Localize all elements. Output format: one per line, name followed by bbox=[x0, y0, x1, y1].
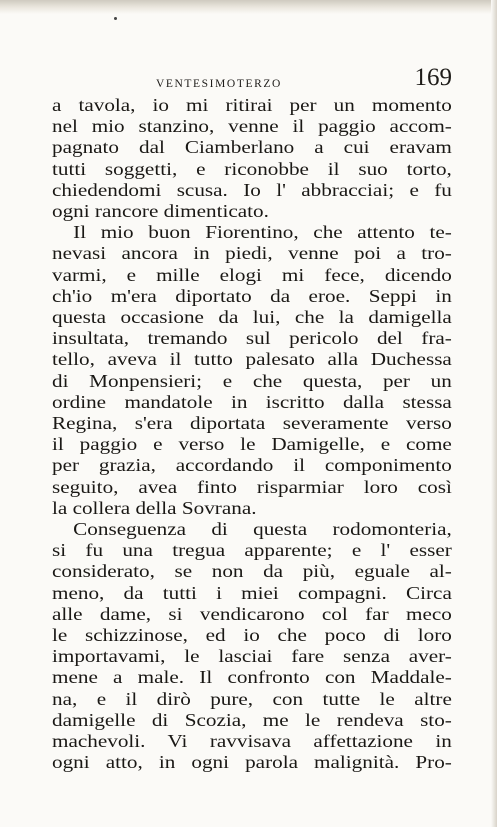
page-right-edge bbox=[491, 0, 497, 827]
text-line: ogni rancore dimenticato. bbox=[52, 201, 269, 222]
text-line: alle dame, si vendicarono col far meco bbox=[52, 603, 452, 624]
text-line: tello, aveva il tutto palesato alla Duchessa bbox=[52, 349, 452, 370]
text-line: varmi, e mille elogi mi fece, dicendo bbox=[52, 264, 452, 285]
text-line: Regina, s'era diportata severamente verso bbox=[52, 413, 452, 434]
text-line: ordine mandatole in iscritto dalla stessa bbox=[52, 391, 452, 412]
body-text bbox=[52, 95, 452, 774]
text-line: seguito, avea finto risparmiar loro così bbox=[52, 476, 452, 497]
text-line: tutti soggetti, e riconobbe il suo torto, bbox=[52, 158, 452, 179]
text-line: per grazia, accordando il componimento bbox=[52, 455, 452, 476]
text-line: a tavola, io mi ritirai per un momento bbox=[52, 95, 452, 115]
text-line: pagnato dal Ciamberlano a cui eravam bbox=[52, 137, 452, 158]
page-top-edge bbox=[0, 0, 497, 14]
text-line: ogni atto, in ogni parola malignità. Pro- bbox=[52, 752, 452, 773]
text-line: nevasi ancora in piedi, venne poi a tro- bbox=[52, 243, 452, 264]
text-line: damigelle di Scozia, me le rendeva sto- bbox=[52, 709, 452, 730]
text-line: il paggio e verso le Damigelle, e come bbox=[52, 434, 452, 455]
text-line: Il mio buon Fiorentino, che attento te- bbox=[73, 222, 452, 243]
text-line: importavami, le lasciai fare senza aver- bbox=[52, 646, 452, 667]
text-line: machevoli. Vi ravvisava affettazione in bbox=[52, 731, 452, 752]
text-line: ch'io m'era diportato da eroe. Seppi in bbox=[52, 285, 452, 306]
text-line: mene a male. Il confronto con Maddale- bbox=[52, 667, 452, 688]
text-line: meno, da tutti i miei compagni. Circa bbox=[52, 582, 452, 603]
text-line: si fu una tregua apparente; e l' esser bbox=[52, 540, 452, 561]
text-line: na, e il dirò pure, con tutte le altre bbox=[52, 688, 452, 709]
text-line: considerato, se non da più, eguale al- bbox=[52, 561, 452, 582]
text-line: nel mio stanzino, venne il paggio accom- bbox=[52, 116, 452, 137]
text-line: la collera della Sovrana. bbox=[52, 497, 257, 518]
text-line: Conseguenza di questa rodomonteria, bbox=[73, 519, 452, 540]
ink-speck bbox=[114, 17, 117, 20]
text-line: di Monpensieri; e che questa, per un bbox=[52, 370, 452, 391]
page-number: 169 bbox=[414, 64, 452, 91]
text-line: insultata, tremando sul pericolo del fra- bbox=[52, 328, 452, 349]
text-line: chiedendomi scusa. Io l' abbracciai; e fu bbox=[52, 179, 452, 200]
running-title: VENTESIMOTERZO bbox=[156, 78, 282, 90]
text-line: questa occasione da lui, che la damigella bbox=[52, 307, 452, 328]
text-line: le schizzinose, ed io che poco di loro bbox=[52, 625, 452, 646]
page-header bbox=[52, 66, 452, 96]
